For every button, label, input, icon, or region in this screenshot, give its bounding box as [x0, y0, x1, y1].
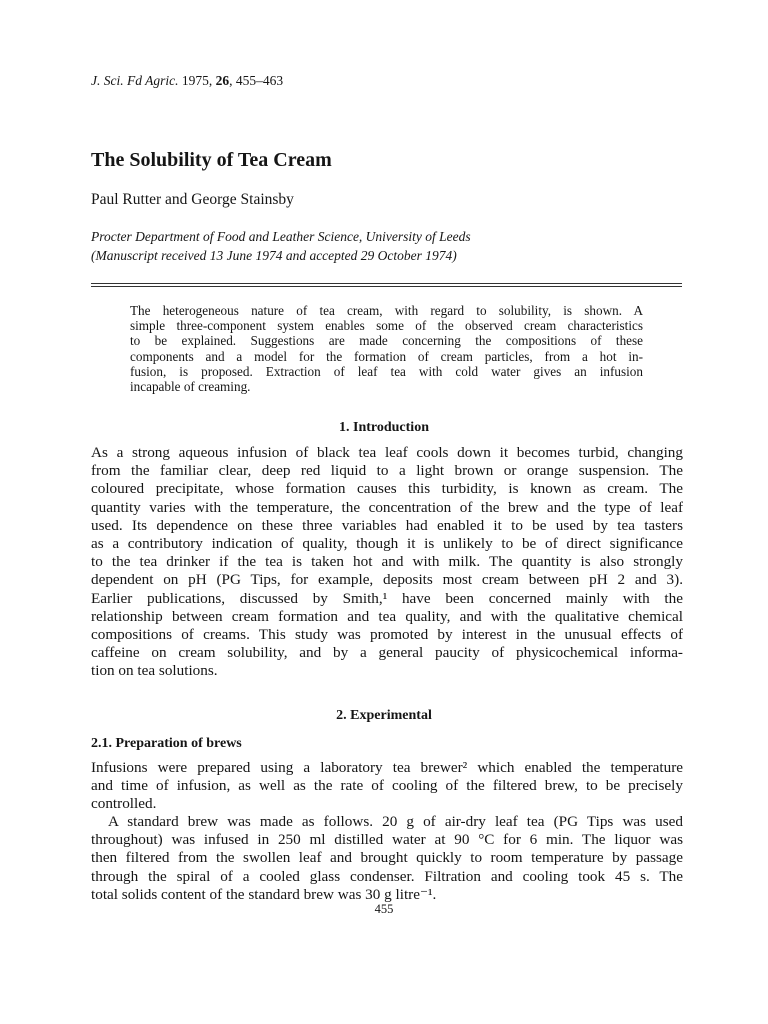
journal-pages: , 455–463	[229, 73, 284, 88]
body-line: Earlier publications, discussed by Smith,¹ have been concerned mainly with the	[91, 589, 683, 607]
body-line: A standard brew was made as follows. 20 g of air-dry leaf tea (PG Tips was used	[108, 813, 683, 830]
body-line: then filtered from the swollen leaf and brought quickly to room temperature by passage	[91, 849, 683, 867]
header-rule-bottom	[91, 286, 682, 287]
journal-name: J. Sci. Fd Agric.	[91, 73, 179, 88]
header-rule-top	[91, 283, 682, 284]
abstract-line: to be explained. Suggestions are made concerning the compositions of these	[130, 333, 643, 349]
journal-citation	[91, 73, 283, 89]
abstract-line: incapable of creaming.	[130, 378, 251, 394]
body-line: quantity varies with the temperature, the concentration of the brew and the type of leaf	[91, 498, 683, 516]
paper-authors: Paul Rutter and George Stainsby	[91, 191, 294, 208]
body-line: through the spiral of a cooled glass condenser. Filtration and cooling took 45 s. The	[91, 867, 683, 885]
body-line: total solids content of the standard brew was 30 g litre⁻¹.	[91, 885, 437, 903]
page-number: 455	[374, 902, 394, 916]
affiliation-block	[91, 227, 471, 265]
experimental-paragraph-2	[91, 813, 683, 904]
body-line: dependent on pH (PG Tips, for example, deposits most cream between pH 2 and 3).	[91, 571, 683, 589]
subsection-heading-preparation: 2.1. Preparation of brews	[91, 736, 242, 751]
body-line: as a contributory indication of quality, though it is unlikely to be of direct significance	[91, 534, 683, 552]
body-line: from the familiar clear, deep red liquid to a light brown or orange suspension. The	[91, 462, 683, 480]
manuscript-dates: (Manuscript received 13 June 1974 and accepted 29 October 1974)	[91, 248, 457, 263]
section-heading-introduction: 1. Introduction	[339, 420, 429, 435]
abstract	[130, 303, 643, 394]
abstract-line: simple three-component system enables some of the observed cream characteristics	[130, 318, 643, 334]
body-line: caffeine on cream solubility, and by a general paucity of physicochemical informa-	[91, 644, 683, 662]
body-line: tion on tea solutions.	[91, 662, 218, 680]
journal-volume: 26	[215, 73, 230, 88]
body-line: and time of infusion, as well as the rate of cooling of the filtered brew, to be precisely	[91, 777, 683, 795]
body-line: coloured precipitate, whose formation causes this turbidity, is known as cream. The	[91, 480, 683, 498]
abstract-line: fusion, is proposed. Extraction of leaf tea with cold water gives an infusion	[130, 363, 643, 379]
body-line: used. Its dependence on these three variables had enabled it to be used by tea tasters	[91, 516, 683, 534]
body-line: As a strong aqueous infusion of black tea leaf cools down it becomes turbid, changing	[91, 444, 683, 461]
affiliation: Procter Department of Food and Leather Science, University of Leeds	[91, 229, 471, 244]
abstract-line: The heterogeneous nature of tea cream, with regard to solubility, is shown. A	[130, 303, 643, 318]
body-line: throughout) was infused in 250 ml distilled water at 90 °C for 6 min. The liquor was	[91, 831, 683, 849]
body-line: to the tea drinker if the tea is taken hot and with milk. The quantity is also strongly	[91, 553, 683, 571]
body-line: relationship between cream formation and tea quality, and with the qualitative chemical	[91, 607, 683, 625]
paper-title: The Solubility of Tea Cream	[91, 149, 332, 171]
body-line: controlled.	[91, 795, 157, 813]
section-heading-experimental: 2. Experimental	[336, 708, 432, 723]
experimental-paragraph-1	[91, 759, 683, 814]
abstract-line: components and a model for the formation of cream particles, from a hot in-	[130, 348, 643, 364]
body-line: compositions of creams. This study was promoted by interest in the unusual effects of	[91, 625, 683, 643]
journal-year: 1975,	[178, 73, 216, 88]
body-line: Infusions were prepared using a laboratory tea brewer² which enabled the temperature	[91, 759, 683, 776]
introduction-paragraph	[91, 444, 683, 680]
